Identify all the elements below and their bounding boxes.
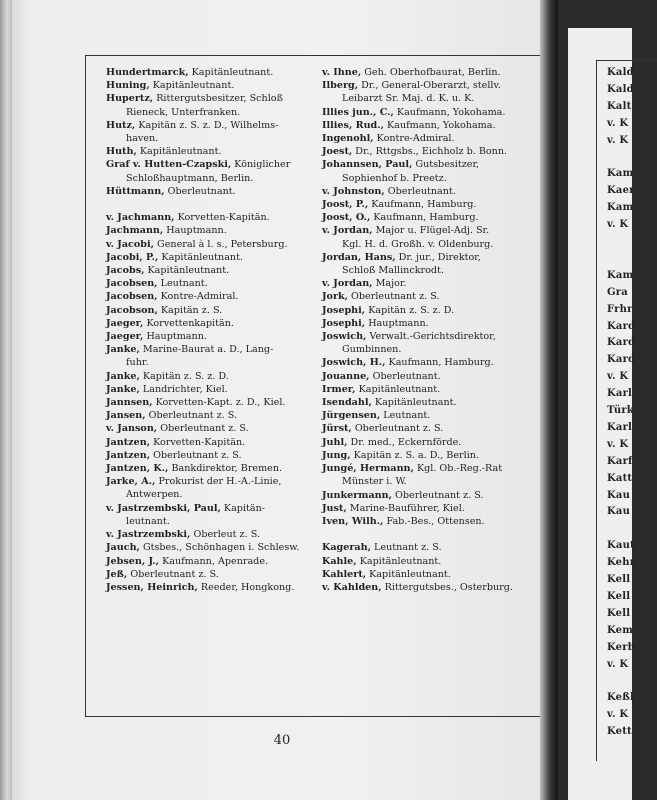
entry-name: Ingenohl, — [322, 133, 374, 145]
entry-description: Kontre-Admiral. — [376, 133, 455, 145]
next-page-fragment: Kam — [607, 168, 634, 180]
entry-description: Kapitänleutnant. — [191, 67, 274, 78]
directory-entry — [106, 145, 306, 158]
directory-entry — [106, 92, 306, 118]
entry-continuation: Sophienhof b. Preetz. — [342, 172, 447, 184]
entry-name: v. Jachmann, — [106, 212, 175, 224]
directory-entry — [106, 264, 306, 277]
entry-name: Hupertz, — [106, 93, 154, 105]
directory-entry — [106, 541, 306, 554]
entry-name: Jürgensen, — [322, 410, 381, 422]
next-page-fragment: Türk — [607, 405, 634, 416]
directory-entry — [106, 251, 306, 264]
next-page-fragment: v. K — [607, 709, 629, 721]
entry-description: Kontre-Admiral. — [160, 291, 239, 303]
directory-entry — [322, 290, 534, 303]
right-column — [322, 66, 534, 594]
entry-description: Leutnant. — [383, 410, 431, 422]
entry-description: Hauptmann. — [166, 225, 227, 237]
directory-entry — [106, 475, 306, 501]
entry-description: Dr. med., Eckernförde. — [350, 436, 462, 448]
entry-name: Jung, — [322, 449, 351, 461]
entry-name: Jantzen, — [106, 449, 151, 461]
entry-name: Josephi, — [322, 317, 366, 329]
directory-entry — [322, 198, 534, 211]
entry-description: Leutnant z. S. — [374, 542, 442, 554]
directory-entry — [322, 106, 534, 119]
entry-description: Verwalt.-Gerichtsdirektor, — [369, 331, 496, 343]
directory-entry — [106, 409, 306, 422]
entry-description: Kgl. Ob.-Reg.-Rat — [416, 463, 503, 475]
entry-description: Kapitän- — [223, 502, 266, 514]
text-frame — [85, 55, 545, 717]
left-page — [12, 0, 552, 800]
entry-name: Jacobsen, — [106, 278, 158, 290]
directory-entry — [106, 238, 306, 251]
entry-description: Korvetten-Kapitän. — [177, 212, 270, 224]
entry-name: Jaeger, — [106, 317, 144, 329]
entry-name: Janke, — [106, 344, 140, 356]
entry-name: Kahlert, — [322, 568, 367, 580]
entry-description: Kapitänleutnant. — [147, 265, 230, 277]
entry-name: Jansen, — [106, 410, 146, 422]
entry-name: Jacobi, P., — [106, 251, 159, 263]
entry-name: Jebsen, J., — [106, 555, 159, 567]
next-page-fragment: Karl — [607, 388, 633, 400]
entry-name: Kagerah, — [322, 542, 371, 554]
entry-name: Jacobsen, — [106, 291, 158, 303]
entry-description: Korvetten-Kapitän. — [153, 436, 246, 448]
entry-description: Gutsbesitzer, — [415, 159, 480, 171]
entry-description: Oberleutnant z. S. — [153, 449, 242, 461]
entry-name: Isendahl, — [322, 397, 372, 409]
entry-name: Irmer, — [322, 383, 356, 395]
next-page-fragment: Katt — [607, 472, 633, 484]
entry-name: Janke, — [106, 370, 140, 382]
entry-description: Reeder, Hongkong. — [200, 581, 295, 593]
entry-continuation: Kgl. H. d. Großh. v. Oldenburg. — [342, 238, 494, 250]
entry-name: v. Jordan, — [322, 225, 373, 237]
directory-entry — [322, 409, 534, 422]
entry-description: Kapitänleutnant. — [358, 383, 441, 395]
entry-name: Johannsen, Paul, — [322, 159, 413, 171]
entry-name: Joost, O., — [322, 212, 371, 224]
next-page-fragment: v. K — [607, 219, 629, 231]
directory-entry — [322, 251, 534, 277]
entry-name: v. Jastrzembski, Paul, — [106, 502, 221, 514]
directory-entry — [322, 541, 534, 554]
directory-entry — [322, 436, 534, 449]
page-number: 40 — [273, 733, 291, 748]
directory-entry — [106, 290, 306, 303]
directory-entry — [106, 581, 306, 594]
next-page-fragment: Kard — [607, 320, 636, 332]
directory-entry — [322, 330, 534, 356]
entry-name: v. Ihne, — [322, 67, 362, 78]
directory-entry — [106, 396, 306, 409]
entry-description: Kapitän z. S. z. D. — [368, 304, 455, 316]
directory-entry — [322, 158, 534, 184]
entry-description: Geh. Oberhofbaurat, Berlin. — [364, 67, 501, 78]
directory-entry — [322, 277, 534, 290]
entry-description: Gtsbes., Schönhagen i. Schlesw. — [142, 542, 300, 554]
entry-continuation: Schloßhauptmann, Berlin. — [126, 172, 254, 184]
left-column — [106, 66, 306, 594]
entry-description: Rittergutsbes., Osterburg. — [384, 581, 513, 593]
entry-name: v. Jacobi, — [106, 238, 154, 250]
entry-description: Oberleutnant z. S. — [130, 568, 219, 580]
directory-entry — [322, 515, 534, 528]
next-page-fragment: Kam — [607, 202, 634, 214]
next-page-fragment: Kam — [607, 269, 634, 281]
entry-name: Jürst, — [322, 423, 352, 435]
entry-name: v. Janson, — [106, 423, 158, 435]
entry-description: Korvetten-Kapt. z. D., Kiel. — [155, 397, 286, 409]
directory-entry — [322, 370, 534, 383]
directory-entry — [322, 462, 534, 488]
directory-entry — [322, 555, 534, 568]
entry-name: Huth, — [106, 146, 137, 158]
entry-continuation: haven. — [126, 133, 159, 145]
entry-name: Junkermann, — [322, 489, 392, 501]
entry-description: Dr., Rttgsbs., Eichholz b. Bonn. — [355, 146, 508, 158]
directory-entry — [106, 185, 306, 198]
directory-entry — [322, 581, 534, 594]
next-page-fragment: v. K — [607, 134, 629, 146]
entry-description: Dr., General-Oberarzt, stellv. — [361, 80, 501, 92]
directory-entry — [106, 555, 306, 568]
book-gutter — [540, 0, 558, 800]
entry-description: Oberleutnant z. S. — [354, 423, 444, 435]
entry-name: Jacobs, — [106, 265, 145, 277]
directory-entry — [106, 224, 306, 237]
entry-continuation: Antwerpen. — [126, 489, 183, 501]
entry-name: Joost, P., — [322, 199, 369, 211]
directory-entry — [322, 304, 534, 317]
entry-continuation: Rieneck, Unterfranken. — [126, 106, 241, 118]
entry-description: Oberleutnant z. S. — [160, 423, 249, 435]
next-page-fragment: Kau — [607, 506, 631, 518]
entry-description: Landrichter, Kiel. — [142, 383, 228, 395]
directory-entry — [106, 568, 306, 581]
entry-description: Kaufmann, Apenrade. — [162, 555, 269, 567]
next-page-fragment: Keßl — [607, 692, 635, 704]
directory-entry — [106, 370, 306, 383]
entry-description: Kapitän z. S. — [160, 304, 223, 316]
entry-name: Jacobson, — [106, 304, 158, 316]
entry-name: Jordan, Hans, — [322, 251, 396, 263]
entry-description: Kapitän z. S. z. D., Wilhelms- — [138, 119, 279, 131]
next-page-fragment: Frhr — [607, 303, 633, 315]
directory-entry — [106, 277, 306, 290]
next-page-fragment: Kem — [607, 624, 634, 636]
entry-continuation: Schloß Mallinckrodt. — [342, 265, 444, 277]
entry-description: Kaufmann, Yokohama. — [396, 106, 506, 118]
next-page-fragment: Kard — [607, 354, 636, 366]
directory-entry — [106, 304, 306, 317]
next-page-fragment: Kerb — [607, 641, 635, 653]
entry-description: Kapitänleutnant. — [359, 555, 442, 567]
entry-description: Kapitänleutnant. — [369, 568, 451, 580]
directory-entry — [106, 343, 306, 369]
entry-description: Oberleutnant. — [387, 185, 456, 197]
entry-description: Kaufmann, Hamburg. — [373, 212, 479, 224]
directory-entry — [322, 79, 534, 105]
entry-name: Jannsen, — [106, 397, 153, 409]
entry-name: Jantzen, K., — [106, 463, 169, 475]
entry-name: Joswich, H., — [322, 357, 386, 369]
entry-name: Jungé, Hermann, — [322, 463, 414, 475]
entry-description: Bankdirektor, Bremen. — [171, 463, 283, 475]
entry-name: Illies jun., C., — [322, 106, 394, 118]
directory-entry — [322, 211, 534, 224]
entry-name: Jeß, — [106, 568, 128, 580]
directory-entry — [106, 449, 306, 462]
directory-entry — [106, 383, 306, 396]
entry-name: Jaeger, — [106, 331, 144, 343]
entry-description: Major u. Flügel-Adj. Sr. — [375, 225, 490, 237]
directory-entry — [106, 158, 306, 184]
directory-entry — [322, 422, 534, 435]
directory-entry — [322, 502, 534, 515]
entry-description: General à l. s., Petersburg. — [157, 238, 288, 250]
next-page-frame — [596, 60, 657, 761]
next-page-edge — [568, 28, 636, 800]
entry-description: Rittergutsbesitzer, Schloß — [156, 93, 283, 105]
entry-continuation: Gumbinnen. — [342, 344, 402, 356]
next-page-fragment: Karl — [607, 421, 633, 433]
entry-name: Jessen, Heinrich, — [106, 581, 198, 593]
directory-entry — [322, 66, 534, 79]
entry-name: Ilberg, — [322, 80, 359, 92]
entry-description: Kapitänleutnant. — [139, 146, 222, 158]
entry-name: Kahle, — [322, 555, 357, 567]
directory-entry — [322, 317, 534, 330]
entry-name: Iven, Wilh., — [322, 515, 384, 527]
entry-description: Kaufmann, Yokohama. — [387, 119, 496, 131]
directory-entry — [106, 502, 306, 528]
entry-description: Korvettenkapitän. — [146, 317, 234, 329]
entry-description: Kapitän z. S. z. D. — [142, 370, 229, 382]
directory-entry — [106, 66, 306, 79]
directory-entry — [322, 185, 534, 198]
entry-continuation: fuhr. — [126, 357, 149, 369]
directory-entry — [322, 383, 534, 396]
entry-name: v. Jordan, — [322, 278, 373, 290]
entry-name: Jantzen, — [106, 436, 151, 448]
entry-name: v. Kahlden, — [322, 581, 382, 593]
next-page-fragment: Karf — [607, 455, 633, 467]
directory-entry — [322, 568, 534, 581]
directory-entry — [322, 224, 534, 250]
entry-name: v. Jastrzembski, — [106, 529, 191, 541]
entry-description: Kapitänleutnant. — [152, 80, 235, 92]
next-page-fragment: Kaut — [607, 540, 635, 552]
entry-description: Fab.-Bes., Ottensen. — [386, 515, 485, 527]
entry-description: Hauptmann. — [146, 331, 207, 343]
next-page-fragment: Kaer — [607, 185, 635, 197]
entry-name: Jauch, — [106, 542, 140, 554]
entry-description: Marine-Baurat a. D., Lang- — [142, 344, 274, 356]
entry-description: Königlicher — [234, 159, 291, 171]
entry-name: Graf v. Hutten-Czapski, — [106, 159, 232, 171]
entry-description: Kapitänleutnant. — [374, 397, 457, 409]
entry-description: Kapitän z. S. a. D., Berlin. — [353, 449, 479, 461]
directory-entry — [106, 462, 306, 475]
entry-description: Prokurist der H.-A.-Linie, — [158, 476, 282, 488]
directory-entry — [322, 356, 534, 369]
next-page-fragment: Kald — [607, 83, 634, 95]
entry-description: Oberleutnant. — [167, 185, 236, 197]
entry-continuation: leutnant. — [126, 515, 170, 527]
entry-name: Hundertmarck, — [106, 67, 189, 78]
entry-name: Jachmann, — [106, 225, 164, 237]
entry-description: Major. — [375, 278, 407, 290]
entry-description: Marine-Bauführer, Kiel. — [349, 502, 465, 514]
next-page-fragment: Kard — [607, 337, 636, 349]
next-page-fragment: v. K — [607, 117, 629, 129]
entry-name: Hüttmann, — [106, 185, 165, 197]
entry-description: Kapitänleutnant. — [161, 251, 244, 263]
entry-name: Jork, — [322, 291, 348, 303]
directory-entry — [106, 422, 306, 435]
next-page-fragment: Gra — [607, 286, 628, 298]
entry-name: Jouanne, — [322, 370, 370, 382]
entry-continuation: Leibarzt Sr. Maj. d. K. u. K. — [342, 93, 475, 105]
directory-entry — [322, 396, 534, 409]
entry-description: Oberleut z. S. — [193, 529, 260, 541]
entry-continuation: Münster i. W. — [342, 476, 407, 488]
book-spine — [0, 0, 12, 800]
next-page-fragment: Kehr — [607, 557, 636, 569]
next-page-fragment: Kalt — [607, 100, 632, 112]
entry-name: Jarke, A., — [106, 476, 156, 488]
next-page-fragment: Kell — [607, 607, 631, 619]
directory-entry — [322, 132, 534, 145]
entry-name: Joest, — [322, 146, 353, 158]
next-page-fragment: Kell — [607, 574, 631, 585]
next-page-fragment: Kell — [607, 590, 631, 602]
directory-entry — [106, 211, 306, 224]
entry-name: Janke, — [106, 383, 140, 395]
directory-entry — [322, 119, 534, 132]
entry-name: Illies, Rud., — [322, 119, 384, 131]
entry-name: Juhl, — [322, 436, 348, 448]
directory-entry — [106, 317, 306, 330]
entry-description: Oberleutnant z. S. — [395, 489, 484, 501]
next-page-fragment: Kau — [607, 489, 631, 501]
entry-description: Dr. jur., Direktor, — [398, 251, 481, 263]
next-page-fragment: v. K — [607, 438, 629, 450]
next-page-fragment: v. K — [607, 371, 629, 383]
directory-entry — [106, 436, 306, 449]
entry-description: Leutnant. — [160, 278, 208, 290]
entry-name: Hutz, — [106, 119, 136, 131]
entry-name: Joswich, — [322, 331, 367, 343]
entry-name: Josephi, — [322, 304, 366, 316]
entry-description: Oberleutnant z. S. — [148, 410, 238, 422]
entry-name: Just, — [322, 502, 347, 514]
entry-description: Oberleutnant z. S. — [351, 291, 440, 303]
next-page-fragment: Kald — [607, 67, 634, 78]
entry-description: Hauptmann. — [368, 317, 429, 329]
entry-name: Huning, — [106, 80, 150, 92]
entry-description: Oberleutnant. — [372, 370, 441, 382]
entry-name: v. Johnston, — [322, 185, 385, 197]
directory-entry — [106, 79, 306, 92]
directory-entry — [322, 449, 534, 462]
directory-entry — [106, 119, 306, 145]
directory-entry — [322, 145, 534, 158]
entry-description: Kaufmann, Hamburg. — [371, 199, 477, 211]
entry-description: Kaufmann, Hamburg. — [388, 357, 494, 369]
directory-entry — [106, 330, 306, 343]
next-page-fragment: Kett — [607, 726, 632, 738]
next-page-fragment: v. K — [607, 658, 629, 670]
directory-entry — [106, 528, 306, 541]
directory-entry — [322, 489, 534, 502]
